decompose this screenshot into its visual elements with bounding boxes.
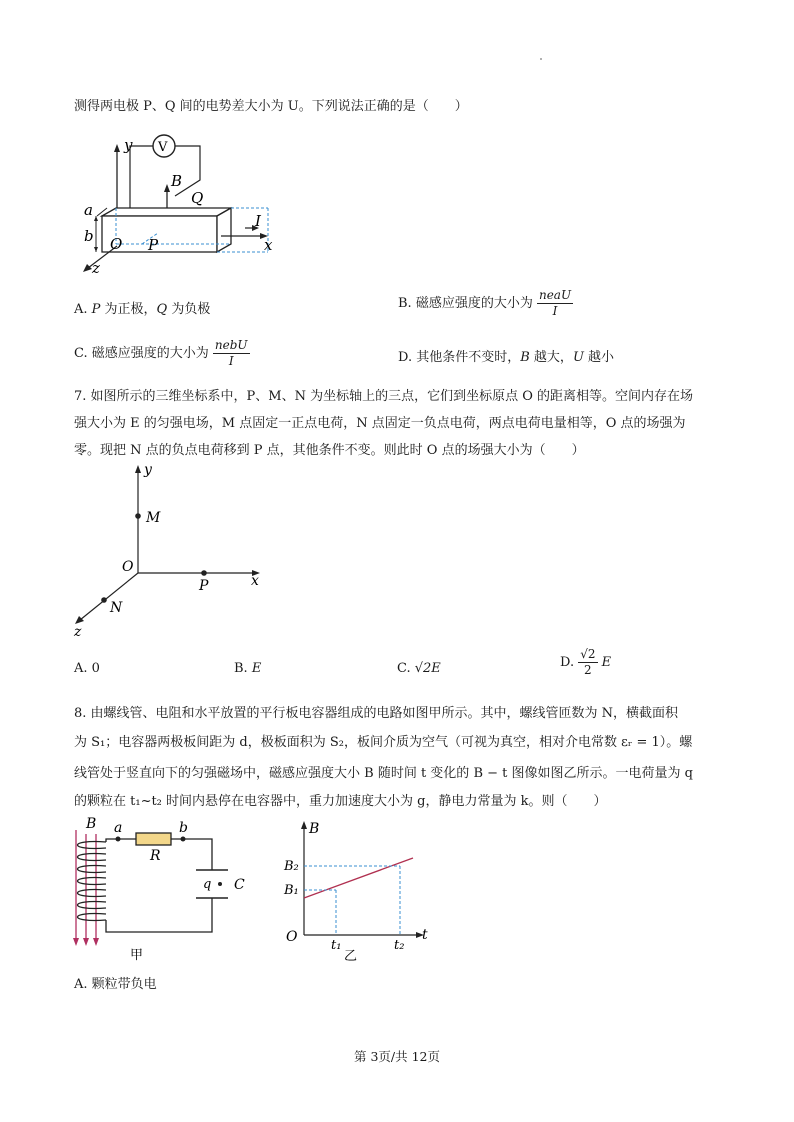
yi-label-t1: t₁ xyxy=(331,938,342,953)
q6-option-d[interactable]: D. 其他条件不变时，B 越大，U 越小 xyxy=(398,350,615,365)
jia-label-a: a xyxy=(114,820,123,836)
q8-figure-yi xyxy=(280,815,440,965)
q6-option-a[interactable]: A. P 为正极，Q 为负极 xyxy=(74,302,211,317)
jia-label-R: R xyxy=(150,848,161,864)
q7-option-d[interactable]: D. $\frac{√2}{2}$ E xyxy=(560,647,612,677)
resistor-R xyxy=(136,833,171,845)
q7-stem-line-1: 7. 如图所示的三维坐标系中，P、M、N 为坐标轴上的三点，它们到坐标原点 O 的距离相等。空间内存在场 xyxy=(74,389,694,404)
q8-figure-jia xyxy=(62,812,252,967)
q7-label-x: x xyxy=(251,573,259,589)
q7-label-z: z xyxy=(74,624,82,640)
q6-option-c[interactable]: C. 磁感应强度的大小为 $\frac{\text{nebU}}{I}$ xyxy=(74,338,248,368)
solenoid-coil xyxy=(78,842,107,921)
q6-label-a: a xyxy=(84,201,93,219)
q8-stem-line-1: 8. 由螺线管、电阻和水平放置的平行板电容器组成的电路如图甲所示。其中，螺线管匝数为 N，横截面积 xyxy=(74,706,679,721)
q7-label-N: N xyxy=(110,600,123,616)
yi-label-t2: t₂ xyxy=(394,938,405,953)
charged-particle xyxy=(218,882,222,886)
yi-label-B1: B₁ xyxy=(284,883,299,898)
q8-stem-line-3: 线管处于竖直向下的匀强磁场中，磁感应强度大小 B 随时间 t 变化的 B − t 图像如图乙所示。一电荷量为 q xyxy=(74,766,693,781)
q8-option-a[interactable]: A. 颗粒带负电 xyxy=(74,977,157,992)
q8-stem-line-2: 为 S₁；电容器两极板间距为 d，极板面积为 S₂，板间介质为空气（可视为真空，相对介电常数 εᵣ = 1）。螺 xyxy=(74,735,693,750)
q6-option-b-fraction: $\frac{\text{neaU}}{I}$ xyxy=(538,288,572,318)
jia-label-q: q xyxy=(203,877,212,892)
yi-label-B: B xyxy=(309,821,320,837)
q7-label-P: P xyxy=(199,578,209,594)
yi-label-B2: B₂ xyxy=(284,859,299,874)
q7-stem-line-3: 零。现把 N 点的负点电荷移到 P 点，其他条件不变。则此时 O 点的场强大小为（ ） xyxy=(74,443,585,458)
q6-label-x: x xyxy=(264,236,273,254)
q6-label-y: y xyxy=(124,136,133,154)
q7-label-y: y xyxy=(144,462,152,478)
q6-label-V: V xyxy=(158,140,168,155)
q8-stem-line-4: 的颗粒在 t₁~t₂ 时间内悬停在电容器中，重力加速度大小为 g，静电力常量为 k。则（ ） xyxy=(74,794,607,809)
yi-label-O: O xyxy=(286,929,298,945)
scan-dot xyxy=(540,58,542,60)
yi-caption: 乙 xyxy=(344,949,358,964)
q7-point-N xyxy=(101,597,107,603)
q7-point-P xyxy=(201,570,207,576)
q6-stem-tail: 测得两电极 P、Q 间的电势差大小为 U。下列说法正确的是（ ） xyxy=(74,99,468,114)
q7-label-M: M xyxy=(146,510,161,526)
q6-label-I: I xyxy=(255,212,261,230)
jia-label-B: B xyxy=(86,816,97,832)
q7-stem-line-2: 强大小为 E 的匀强电场，M 点固定一正点电荷，N 点固定一负点电荷，两点电荷电量相等，O 点的场强为 xyxy=(74,416,686,431)
q7-option-c[interactable]: C. √2E xyxy=(397,661,441,676)
q6-label-Q: Q xyxy=(191,189,204,207)
q7-label-O: O xyxy=(122,559,134,575)
q7-figure xyxy=(68,458,278,643)
jia-label-b: b xyxy=(179,820,188,836)
jia-label-C: C xyxy=(234,877,245,893)
q6-label-z: z xyxy=(92,259,100,277)
q6-label-P: P xyxy=(148,236,159,254)
b-t-line xyxy=(304,858,413,898)
q6-label-B: B xyxy=(171,172,183,190)
q6-option-c-fraction: $\frac{\text{nebU}}{I}$ xyxy=(214,338,248,368)
q7-option-b[interactable]: B. E xyxy=(234,661,262,676)
q6-label-O: O xyxy=(110,235,123,253)
q7-option-a[interactable]: A. 0 xyxy=(74,661,100,676)
q7-option-d-fraction: $\frac{√2}{2}$ xyxy=(580,647,596,677)
q6-figure xyxy=(70,128,290,278)
q7-point-M xyxy=(135,513,141,519)
q6-label-b: b xyxy=(84,227,94,245)
jia-caption: 甲 xyxy=(130,948,144,963)
q6-option-b[interactable]: B. 磁感应强度的大小为 $\frac{\text{neaU}}{I}$ xyxy=(398,288,572,318)
page-footer: 第 3页/共 12页 xyxy=(353,1049,441,1064)
yi-label-t: t xyxy=(422,927,428,943)
